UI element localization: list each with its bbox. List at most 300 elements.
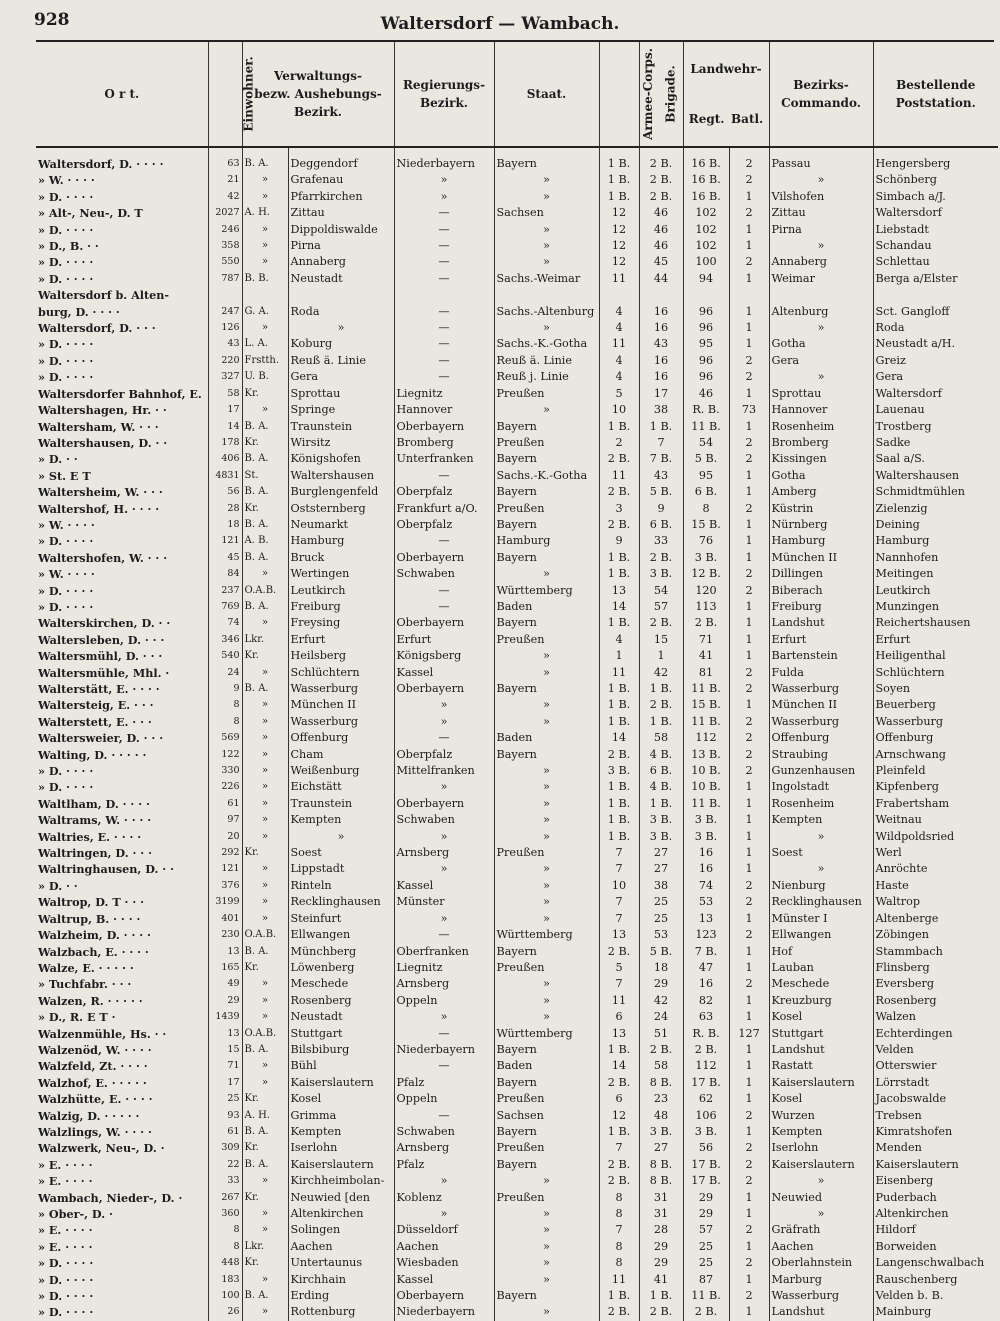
- staat-cell: »: [494, 172, 599, 188]
- regt-cell: 16 B.: [683, 147, 729, 172]
- brigade-cell: 31: [639, 1190, 683, 1206]
- corps-cell: 11: [599, 665, 639, 681]
- einwohner-cell: 376: [208, 878, 242, 894]
- behoerde-cell: »: [242, 222, 288, 238]
- kommando-cell: Ingolstadt: [769, 779, 873, 795]
- regt-cell: 29: [683, 1206, 729, 1222]
- brigade-cell: 3 B.: [639, 829, 683, 845]
- ort-cell: » D. · · · ·: [38, 599, 94, 614]
- bezirk-cell: Zittau: [288, 205, 394, 221]
- ort-cell: Waltershofen, W. · · ·: [38, 550, 168, 565]
- regt-cell: 11 B.: [683, 714, 729, 730]
- batl-cell: 73: [729, 402, 769, 418]
- regt-cell: 96: [683, 369, 729, 385]
- kommando-cell: Freiburg: [769, 599, 873, 615]
- batl-cell: 2: [729, 1173, 769, 1189]
- batl-cell: 1: [729, 1058, 769, 1074]
- col-staat: Staat.: [494, 42, 599, 147]
- regt-cell: 3 B.: [683, 550, 729, 566]
- bezirk-cell: Wirsitz: [288, 435, 394, 451]
- regierung-cell: Schwaben: [394, 566, 494, 582]
- behoerde-cell: Kr.: [242, 845, 288, 861]
- ort-cell: Walzhütte, E. · · · ·: [38, 1092, 153, 1107]
- regt-cell: 95: [683, 336, 729, 352]
- brigade-cell: 5 B.: [639, 944, 683, 960]
- einwohner-cell: 17: [208, 1075, 242, 1091]
- gazetteer-table: [36, 42, 998, 1321]
- brigade-cell: 8 B.: [639, 1173, 683, 1189]
- staat-cell: »: [494, 763, 599, 779]
- einwohner-cell: 21: [208, 172, 242, 188]
- einwohner-cell: 121: [208, 533, 242, 549]
- ort-cell: » D. · · · ·: [38, 271, 94, 286]
- regt-cell: 16 B.: [683, 172, 729, 188]
- table-row: [36, 172, 998, 188]
- staat-cell: Preußen: [494, 845, 599, 861]
- ort-cell: Waltringen, D. · · ·: [38, 846, 152, 861]
- bezirk-cell: Eichstätt: [288, 779, 394, 795]
- brigade-cell: 33: [639, 533, 683, 549]
- behoerde-cell: »: [242, 697, 288, 713]
- regt-cell: 96: [683, 353, 729, 369]
- bezirk-cell: Bilsbiburg: [288, 1042, 394, 1058]
- bezirk-cell: Meschede: [288, 976, 394, 992]
- post-cell: Kipfenberg: [873, 779, 998, 795]
- batl-cell: 2: [729, 714, 769, 730]
- kommando-cell: Kissingen: [769, 451, 873, 467]
- table-row: [36, 254, 998, 270]
- bezirk-cell: Grimma: [288, 1108, 394, 1124]
- table-row: [36, 1124, 998, 1140]
- bezirk-cell: Dippoldiswalde: [288, 222, 394, 238]
- table-row: [36, 287, 998, 303]
- behoerde-cell: »: [242, 1206, 288, 1222]
- einwohner-cell: 360: [208, 1206, 242, 1222]
- einwohner-cell: 29: [208, 993, 242, 1009]
- ort-cell: Waltries, E. · · · ·: [38, 829, 142, 844]
- corps-cell: 1 B.: [599, 812, 639, 828]
- batl-cell: 1: [729, 336, 769, 352]
- table-row: [36, 451, 998, 467]
- behoerde-cell: »: [242, 189, 288, 205]
- einwohner-cell: 178: [208, 435, 242, 451]
- brigade-cell: 24: [639, 1009, 683, 1025]
- kommando-cell: »: [769, 861, 873, 877]
- regt-cell: 16: [683, 861, 729, 877]
- ort-cell: » D. · · · ·: [38, 337, 94, 352]
- corps-cell: 2 B.: [599, 1075, 639, 1091]
- batl-cell: 2: [729, 172, 769, 188]
- corps-cell: 1 B.: [599, 1042, 639, 1058]
- bezirk-cell: Neustadt: [288, 271, 394, 287]
- regierung-cell: Niederbayern: [394, 1304, 494, 1320]
- kommando-cell: Gotha: [769, 336, 873, 352]
- regierung-cell: Koblenz: [394, 1190, 494, 1206]
- post-cell: Gera: [873, 369, 998, 385]
- einwohner-cell: 220: [208, 353, 242, 369]
- kommando-cell: Recklinghausen: [769, 894, 873, 910]
- regierung-cell: Pfalz: [394, 1075, 494, 1091]
- corps-cell: 1 B.: [599, 147, 639, 172]
- staat-cell: Sachs.-Altenburg: [494, 304, 599, 320]
- regt-cell: 3 B.: [683, 812, 729, 828]
- regierung-cell: »: [394, 714, 494, 730]
- table-row: [36, 697, 998, 713]
- regierung-cell: Aachen: [394, 1239, 494, 1255]
- kommando-cell: »: [769, 172, 873, 188]
- batl-cell: 1: [729, 1304, 769, 1320]
- behoerde-cell: B. A.: [242, 1157, 288, 1173]
- regt-cell: 87: [683, 1272, 729, 1288]
- bezirk-cell: Bruck: [288, 550, 394, 566]
- corps-cell: 11: [599, 993, 639, 1009]
- einwohner-cell: 25: [208, 1091, 242, 1107]
- bezirk-cell: Waltershausen: [288, 468, 394, 484]
- regt-cell: 81: [683, 665, 729, 681]
- running-head: Waltersdorf — Wambach.: [380, 14, 620, 34]
- staat-cell: »: [494, 993, 599, 1009]
- regt-cell: 54: [683, 435, 729, 451]
- kommando-cell: Offenburg: [769, 730, 873, 746]
- post-cell: Neustadt a/H.: [873, 336, 998, 352]
- regt-cell: 7 B.: [683, 944, 729, 960]
- bezirk-cell: Pfarrkirchen: [288, 189, 394, 205]
- einwohner-cell: 8: [208, 697, 242, 713]
- brigade-cell: 2 B.: [639, 697, 683, 713]
- regt-cell: 56: [683, 1140, 729, 1156]
- regt-cell: 62: [683, 1091, 729, 1107]
- bezirk-cell: Solingen: [288, 1222, 394, 1238]
- staat-cell: Bayern: [494, 1157, 599, 1173]
- bezirk-cell: Freiburg: [288, 599, 394, 615]
- kommando-cell: Münster I: [769, 911, 873, 927]
- kommando-cell: Landshut: [769, 1042, 873, 1058]
- batl-cell: 2: [729, 501, 769, 517]
- corps-cell: 4: [599, 353, 639, 369]
- corps-cell: 2 B.: [599, 484, 639, 500]
- behoerde-cell: Kr.: [242, 648, 288, 664]
- ort-cell: » D. · · · ·: [38, 353, 94, 368]
- post-cell: Kimratshofen: [873, 1124, 998, 1140]
- table-row: [36, 615, 998, 631]
- einwohner-cell: 540: [208, 648, 242, 664]
- behoerde-cell: B. A.: [242, 517, 288, 533]
- corps-cell: 2: [599, 435, 639, 451]
- table-row: [36, 435, 998, 451]
- behoerde-cell: »: [242, 615, 288, 631]
- batl-cell: 1: [729, 861, 769, 877]
- brigade-cell: 3 B.: [639, 812, 683, 828]
- kommando-cell: Wurzen: [769, 1108, 873, 1124]
- staat-cell: Bayern: [494, 147, 599, 172]
- corps-cell: 13: [599, 927, 639, 943]
- ort-cell: » E. · · · ·: [38, 1174, 93, 1189]
- brigade-cell: 23: [639, 1091, 683, 1107]
- regt-cell: 15 B.: [683, 517, 729, 533]
- staat-cell: Sachs.-K.-Gotha: [494, 468, 599, 484]
- kommando-cell: Oberlahnstein: [769, 1255, 873, 1271]
- batl-cell: 1: [729, 1124, 769, 1140]
- post-cell: Waltersdorf: [873, 386, 998, 402]
- staat-cell: »: [494, 320, 599, 336]
- behoerde-cell: Kr.: [242, 1140, 288, 1156]
- einwohner-cell: 122: [208, 747, 242, 763]
- table-row: [36, 665, 998, 681]
- brigade-cell: 9: [639, 501, 683, 517]
- post-cell: Sct. Gangloff: [873, 304, 998, 320]
- post-cell: Leutkirch: [873, 583, 998, 599]
- bezirk-cell: Königshofen: [288, 451, 394, 467]
- table-row: [36, 386, 998, 402]
- einwohner-cell: 100: [208, 1288, 242, 1304]
- table-row: [36, 1206, 998, 1222]
- bezirk-cell: Münchberg: [288, 944, 394, 960]
- regt-cell: 15 B.: [683, 697, 729, 713]
- staat-cell: »: [494, 714, 599, 730]
- kommando-cell: Gunzenhausen: [769, 763, 873, 779]
- regt-cell: 112: [683, 730, 729, 746]
- staat-cell: Bayern: [494, 517, 599, 533]
- regt-cell: 8: [683, 501, 729, 517]
- staat-cell: Preußen: [494, 960, 599, 976]
- einwohner-cell: 20: [208, 829, 242, 845]
- regt-cell: 10 B.: [683, 763, 729, 779]
- einwohner-cell: 8: [208, 1222, 242, 1238]
- regierung-cell: —: [394, 369, 494, 385]
- ort-cell: Walzhof, E. · · · · ·: [38, 1075, 147, 1090]
- behoerde-cell: »: [242, 566, 288, 582]
- bezirk-cell: Sprottau: [288, 386, 394, 402]
- batl-cell: 1: [729, 1206, 769, 1222]
- brigade-cell: 16: [639, 369, 683, 385]
- bezirk-cell: Kosel: [288, 1091, 394, 1107]
- behoerde-cell: Frstth.: [242, 353, 288, 369]
- kommando-cell: Landshut: [769, 615, 873, 631]
- brigade-cell: 7: [639, 435, 683, 451]
- post-cell: [873, 287, 998, 303]
- table-row: [36, 1255, 998, 1271]
- corps-cell: 12: [599, 222, 639, 238]
- behoerde-cell: B. A.: [242, 419, 288, 435]
- einwohner-cell: 406: [208, 451, 242, 467]
- regierung-cell: Pfalz: [394, 1157, 494, 1173]
- ort-cell: Waltringhausen, D. · ·: [38, 862, 174, 877]
- post-cell: Erfurt: [873, 632, 998, 648]
- kommando-cell: Passau: [769, 147, 873, 172]
- behoerde-cell: »: [242, 172, 288, 188]
- table-row: [36, 1042, 998, 1058]
- batl-cell: 127: [729, 1026, 769, 1042]
- post-cell: Eisenberg: [873, 1173, 998, 1189]
- corps-cell: 14: [599, 1058, 639, 1074]
- einwohner-cell: 22: [208, 1157, 242, 1173]
- kommando-cell: Biberach: [769, 583, 873, 599]
- table-row: [36, 271, 998, 287]
- einwohner-cell: 165: [208, 960, 242, 976]
- corps-cell: 1 B.: [599, 1124, 639, 1140]
- regierung-cell: Oberbayern: [394, 681, 494, 697]
- batl-cell: 1: [729, 779, 769, 795]
- regt-cell: 102: [683, 238, 729, 254]
- corps-cell: 10: [599, 878, 639, 894]
- regt-cell: 6 B.: [683, 484, 729, 500]
- regt-cell: 13: [683, 911, 729, 927]
- staat-cell: »: [494, 238, 599, 254]
- regierung-cell: »: [394, 861, 494, 877]
- behoerde-cell: U. B.: [242, 369, 288, 385]
- table-row: [36, 714, 998, 730]
- regt-cell: 100: [683, 254, 729, 270]
- corps-cell: 3: [599, 501, 639, 517]
- einwohner-cell: 24: [208, 665, 242, 681]
- corps-cell: 5: [599, 386, 639, 402]
- table-row: [36, 550, 998, 566]
- corps-cell: 7: [599, 1222, 639, 1238]
- ort-cell: » E. · · · ·: [38, 1223, 93, 1238]
- regierung-cell: Münster: [394, 894, 494, 910]
- regt-cell: 2 B.: [683, 615, 729, 631]
- kommando-cell: Kosel: [769, 1009, 873, 1025]
- regt-cell: 3 B.: [683, 829, 729, 845]
- staat-cell: Württemberg: [494, 1026, 599, 1042]
- behoerde-cell: »: [242, 1222, 288, 1238]
- einwohner-cell: 43: [208, 336, 242, 352]
- regierung-cell: —: [394, 320, 494, 336]
- batl-cell: 1: [729, 1190, 769, 1206]
- corps-cell: 8: [599, 1206, 639, 1222]
- corps-cell: 2 B.: [599, 944, 639, 960]
- bezirk-cell: »: [288, 320, 394, 336]
- bezirk-cell: Soest: [288, 845, 394, 861]
- behoerde-cell: »: [242, 730, 288, 746]
- bezirk-cell: Wasserburg: [288, 714, 394, 730]
- behoerde-cell: B. A.: [242, 550, 288, 566]
- behoerde-cell: Kr.: [242, 386, 288, 402]
- bezirk-cell: Neustadt: [288, 1009, 394, 1025]
- batl-cell: 2: [729, 878, 769, 894]
- staat-cell: »: [494, 1206, 599, 1222]
- batl-cell: 1: [729, 960, 769, 976]
- corps-cell: 1 B.: [599, 796, 639, 812]
- behoerde-cell: »: [242, 1173, 288, 1189]
- batl-cell: 1: [729, 484, 769, 500]
- staat-cell: Preußen: [494, 1140, 599, 1156]
- regt-cell: 16 B.: [683, 189, 729, 205]
- corps-cell: 8: [599, 1255, 639, 1271]
- behoerde-cell: »: [242, 1009, 288, 1025]
- einwohner-cell: 13: [208, 944, 242, 960]
- post-cell: Altenkirchen: [873, 1206, 998, 1222]
- post-cell: Waltersdorf: [873, 205, 998, 221]
- einwohner-cell: 74: [208, 615, 242, 631]
- ort-cell: » D. · · · ·: [38, 1289, 94, 1304]
- bezirk-cell: Neumarkt: [288, 517, 394, 533]
- ort-cell: Walzen, R. · · · · ·: [38, 993, 143, 1008]
- post-cell: Rauschenberg: [873, 1272, 998, 1288]
- brigade-cell: 38: [639, 878, 683, 894]
- regt-cell: 5 B.: [683, 451, 729, 467]
- kommando-cell: »: [769, 369, 873, 385]
- bezirk-cell: Traunstein: [288, 796, 394, 812]
- brigade-cell: 16: [639, 304, 683, 320]
- regierung-cell: »: [394, 1206, 494, 1222]
- regierung-cell: Hannover: [394, 402, 494, 418]
- ort-cell: Waltersteig, E. · · ·: [38, 698, 154, 713]
- regierung-cell: Königsberg: [394, 648, 494, 664]
- post-cell: Soyen: [873, 681, 998, 697]
- corps-cell: 13: [599, 1026, 639, 1042]
- einwohner-cell: 15: [208, 1042, 242, 1058]
- regt-cell: 29: [683, 1190, 729, 1206]
- header-row: [36, 42, 998, 147]
- corps-cell: 12: [599, 1108, 639, 1124]
- regierung-cell: »: [394, 697, 494, 713]
- einwohner-cell: 71: [208, 1058, 242, 1074]
- regt-cell: 2 B.: [683, 1042, 729, 1058]
- table-row: [36, 1222, 998, 1238]
- brigade-cell: 1: [639, 648, 683, 664]
- einwohner-cell: 28: [208, 501, 242, 517]
- bezirk-cell: Traunstein: [288, 419, 394, 435]
- staat-cell: »: [494, 1173, 599, 1189]
- behoerde-cell: Kr.: [242, 435, 288, 451]
- corps-cell: 10: [599, 402, 639, 418]
- behoerde-cell: »: [242, 894, 288, 910]
- regierung-cell: Arnsberg: [394, 1140, 494, 1156]
- einwohner-cell: 17: [208, 402, 242, 418]
- bezirk-cell: Wasserburg: [288, 681, 394, 697]
- behoerde-cell: L. A.: [242, 336, 288, 352]
- table-row: [36, 829, 998, 845]
- einwohner-cell: 358: [208, 238, 242, 254]
- bezirk-cell: Schlüchtern: [288, 665, 394, 681]
- regt-cell: 13 B.: [683, 747, 729, 763]
- table-row: [36, 845, 998, 861]
- staat-cell: [494, 287, 599, 303]
- brigade-cell: 42: [639, 665, 683, 681]
- batl-cell: 1: [729, 829, 769, 845]
- einwohner-cell: 550: [208, 254, 242, 270]
- batl-cell: 2: [729, 665, 769, 681]
- post-cell: Lauenau: [873, 402, 998, 418]
- post-cell: Roda: [873, 320, 998, 336]
- einwohner-cell: 45: [208, 550, 242, 566]
- brigade-cell: 2 B.: [639, 615, 683, 631]
- post-cell: Hengersberg: [873, 147, 998, 172]
- ort-cell: Walting, D. · · · · ·: [38, 747, 147, 762]
- corps-cell: 12: [599, 254, 639, 270]
- post-cell: Zöbingen: [873, 927, 998, 943]
- regierung-cell: Kassel: [394, 1272, 494, 1288]
- post-cell: Meitingen: [873, 566, 998, 582]
- behoerde-cell: B. A.: [242, 1124, 288, 1140]
- kommando-cell: [769, 287, 873, 303]
- behoerde-cell: »: [242, 714, 288, 730]
- regt-cell: 71: [683, 632, 729, 648]
- table-row: [36, 1157, 998, 1173]
- einwohner-cell: 14: [208, 419, 242, 435]
- regierung-cell: Arnsberg: [394, 845, 494, 861]
- corps-cell: 1 B.: [599, 172, 639, 188]
- batl-cell: 1: [729, 533, 769, 549]
- table-row: [36, 681, 998, 697]
- kommando-cell: Zittau: [769, 205, 873, 221]
- staat-cell: »: [494, 189, 599, 205]
- corps-cell: 4: [599, 632, 639, 648]
- post-cell: Waltrop: [873, 894, 998, 910]
- batl-cell: 1: [729, 944, 769, 960]
- brigade-cell: 25: [639, 911, 683, 927]
